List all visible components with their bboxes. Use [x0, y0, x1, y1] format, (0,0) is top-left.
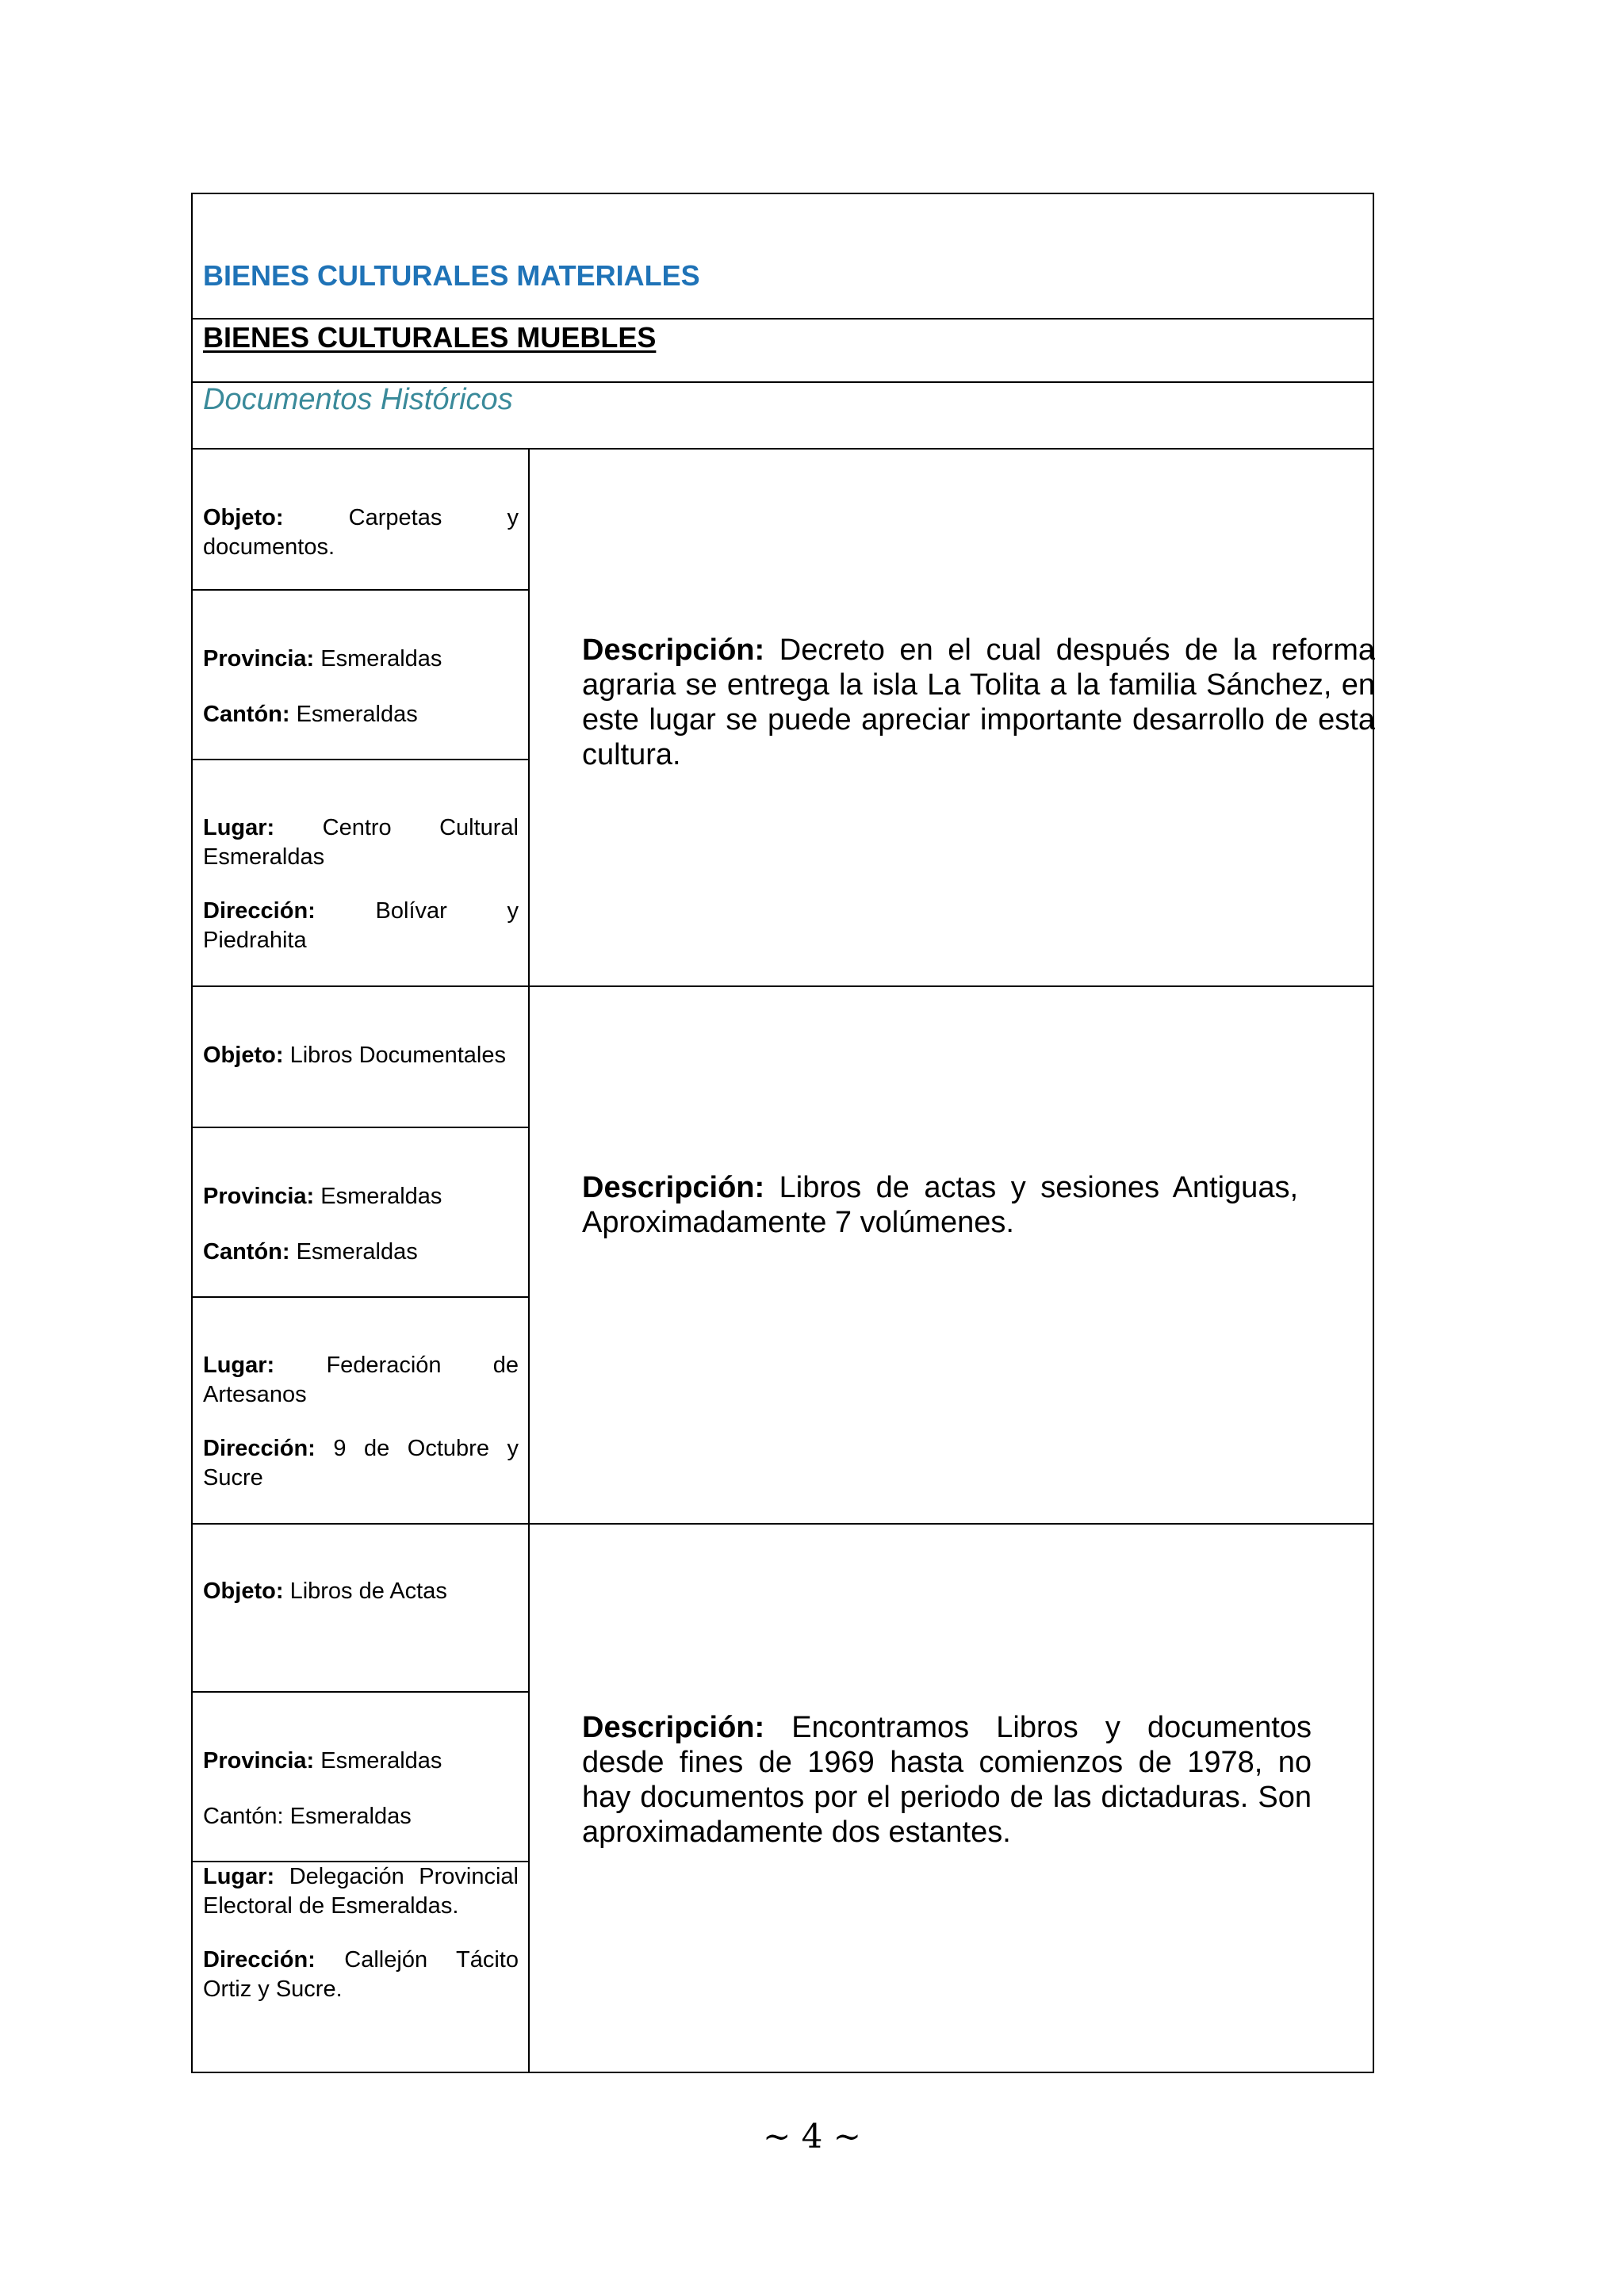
entry-3-canton: Cantón: Esmeraldas: [203, 1804, 412, 1829]
entry-1-lugar-cell: [192, 760, 529, 986]
entry-3-descripcion: Descripción: Encontramos Libros y documentos desde fines de 1969 hasta comienzos de 1978, no hay documentos por el periodo de las dictaduras. Son aproximadamente dos estantes.: [582, 1711, 1312, 1849]
entry-1-canton: Cantón: Esmeraldas: [203, 702, 418, 727]
entry-1-lugar: Lugar: Centro Cultural Esmeraldas: [203, 815, 519, 870]
entry-1-objeto-cell: [192, 449, 529, 590]
entry-2-objeto: Objeto: Libros Documentales: [203, 1043, 506, 1068]
entry-1-direccion: Dirección: Bolívar y Piedrahita: [203, 898, 519, 953]
entry-1-descripcion-cell: [529, 449, 1376, 986]
entry-2-lugar: Lugar: Federación de Artesanos: [203, 1353, 519, 1407]
entry-2-canton: Cantón: Esmeraldas: [203, 1239, 418, 1265]
entry-3-objeto: Objeto: Libros de Actas: [203, 1578, 447, 1604]
entry-2-descripcion-cell: [529, 986, 1373, 1524]
entry-1-descripcion: Descripción: Decreto en el cual después de la reforma agraria se entrega la isla La Tolita a la familia Sánchez, en este lugar se puede apreciar importante desarrollo de esta cultura.: [582, 633, 1376, 771]
entry-3-objeto-cell: [192, 1524, 529, 1692]
entry-2-objeto-cell: [192, 986, 529, 1127]
entry-3-direccion: Dirección: Callejón Tácito Ortiz y Sucre.: [203, 1947, 519, 2002]
heading-materiales: BIENES CULTURALES MATERIALES: [203, 259, 700, 292]
entry-1-objeto: Objeto: Carpetas y documentos.: [203, 505, 519, 560]
page-number: ~ 4 ~: [763, 2117, 861, 2156]
entry-3-lugar-cell: [192, 1862, 529, 2072]
entry-2-direccion: Dirección: 9 de Octubre y Sucre: [203, 1436, 519, 1490]
entry-1-provincia: Provincia: Esmeraldas: [203, 646, 442, 672]
heading-materiales-cell: [192, 193, 1373, 319]
entry-1-provincia-cell: [192, 590, 529, 760]
entry-2-lugar-cell: [192, 1297, 529, 1524]
entry-3-provincia-cell: [192, 1692, 529, 1862]
heading-muebles: BIENES CULTURALES MUEBLES: [203, 321, 657, 354]
entry-2-provincia: Provincia: Esmeraldas: [203, 1184, 442, 1209]
heading-muebles-cell: [192, 319, 1373, 382]
entry-3-provincia: Provincia: Esmeraldas: [203, 1748, 442, 1774]
entry-2-provincia-cell: [192, 1127, 529, 1297]
entry-3-lugar: Lugar: Delegación Provincial Electoral de Esmeraldas.: [203, 1864, 519, 1919]
heading-documentos: Documentos Históricos: [203, 383, 513, 416]
heritage-table: [191, 193, 1374, 2073]
entry-2-descripcion: Descripción: Libros de actas y sesiones Antiguas, Aproximadamente 7 volúmenes.: [582, 1171, 1299, 1239]
heading-documentos-cell: [192, 382, 1373, 449]
entry-3-descripcion-cell: [529, 1524, 1373, 2072]
